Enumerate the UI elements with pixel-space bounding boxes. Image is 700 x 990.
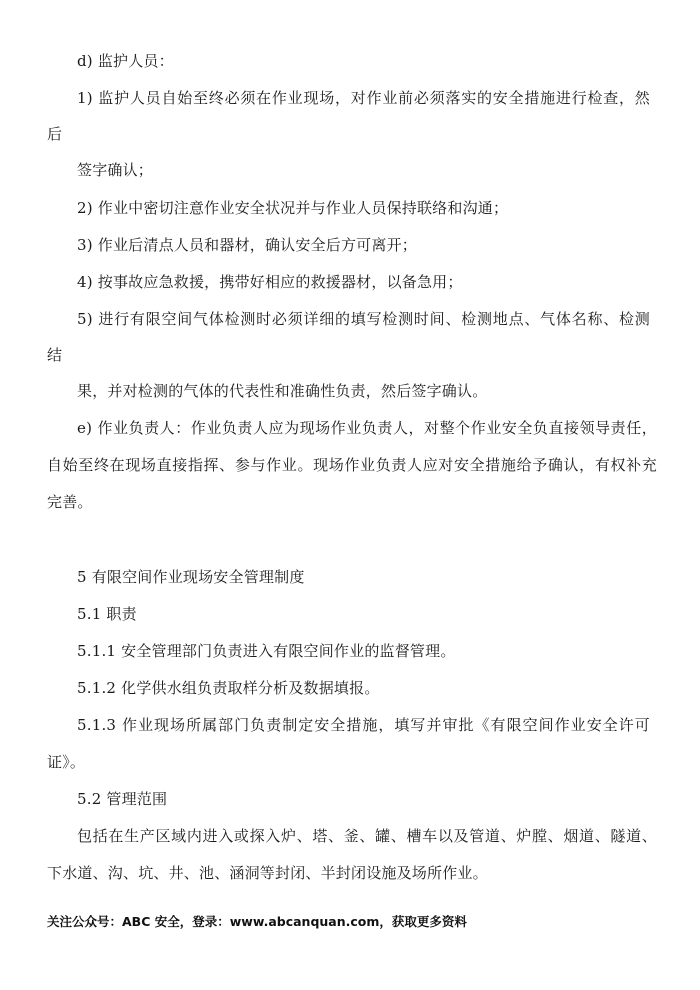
paragraph-line: 后 [47, 125, 63, 143]
paragraph-line: 包括在生产区域内进入或探入炉、塔、釜、罐、槽车以及管道、炉膛、烟道、隧道、 [77, 827, 657, 845]
paragraph-line: 1) 监护人员自始至终必须在作业现场，对作业前必须落实的安全措施进行检查，然 [77, 89, 650, 107]
paragraph-line: 5.1.2 化学供水组负责取样分析及数据填报。 [77, 679, 380, 697]
paragraph-line: 自始至终在现场直接指挥、参与作业。现场作业负责人应对安全措施给予确认，有权补充 [47, 456, 657, 474]
paragraph-line: 4) 按事故应急救援，携带好相应的救援器材，以备急用； [77, 273, 463, 291]
heading-d-supervisor: d) 监护人员： [77, 52, 174, 70]
paragraph-line: 2) 作业中密切注意作业安全状况并与作业人员保持联络和沟通； [77, 199, 509, 217]
section-heading-5-2: 5.2 管理范围 [77, 790, 168, 808]
paragraph-line: 结 [47, 346, 63, 364]
footer-promo-text: 关注公众号：ABC 安全，登录：www.abcanquan.com，获取更多资料 [47, 914, 467, 929]
paragraph-line: 果，并对检测的气体的代表性和准确性负责，然后签字确认。 [77, 382, 488, 400]
paragraph-line: 5) 进行有限空间气体检测时必须详细的填写检测时间、检测地点、气体名称、检测 [77, 310, 650, 328]
paragraph-line: 5.1.1 安全管理部门负责进入有限空间作业的监督管理。 [77, 642, 456, 660]
paragraph-line: 下水道、沟、坑、井、池、涵洞等封闭、半封闭设施及场所作业。 [47, 864, 488, 882]
section-heading-5-1: 5.1 职责 [77, 605, 137, 623]
paragraph-line: 完善。 [47, 493, 93, 511]
paragraph-line: 3) 作业后清点人员和器材，确认安全后方可离开； [77, 236, 417, 254]
paragraph-line: 证》。 [47, 753, 86, 771]
heading-e-work-leader: e) 作业负责人：作业负责人应为现场作业负责人，对整个作业安全负直接领导责任， [77, 419, 657, 437]
paragraph-line: 签字确认； [77, 161, 154, 179]
section-heading-5: 5 有限空间作业现场安全管理制度 [77, 568, 305, 586]
paragraph-line: 5.1.3 作业现场所属部门负责制定安全措施，填写并审批《有限空间作业安全许可 [77, 716, 650, 734]
